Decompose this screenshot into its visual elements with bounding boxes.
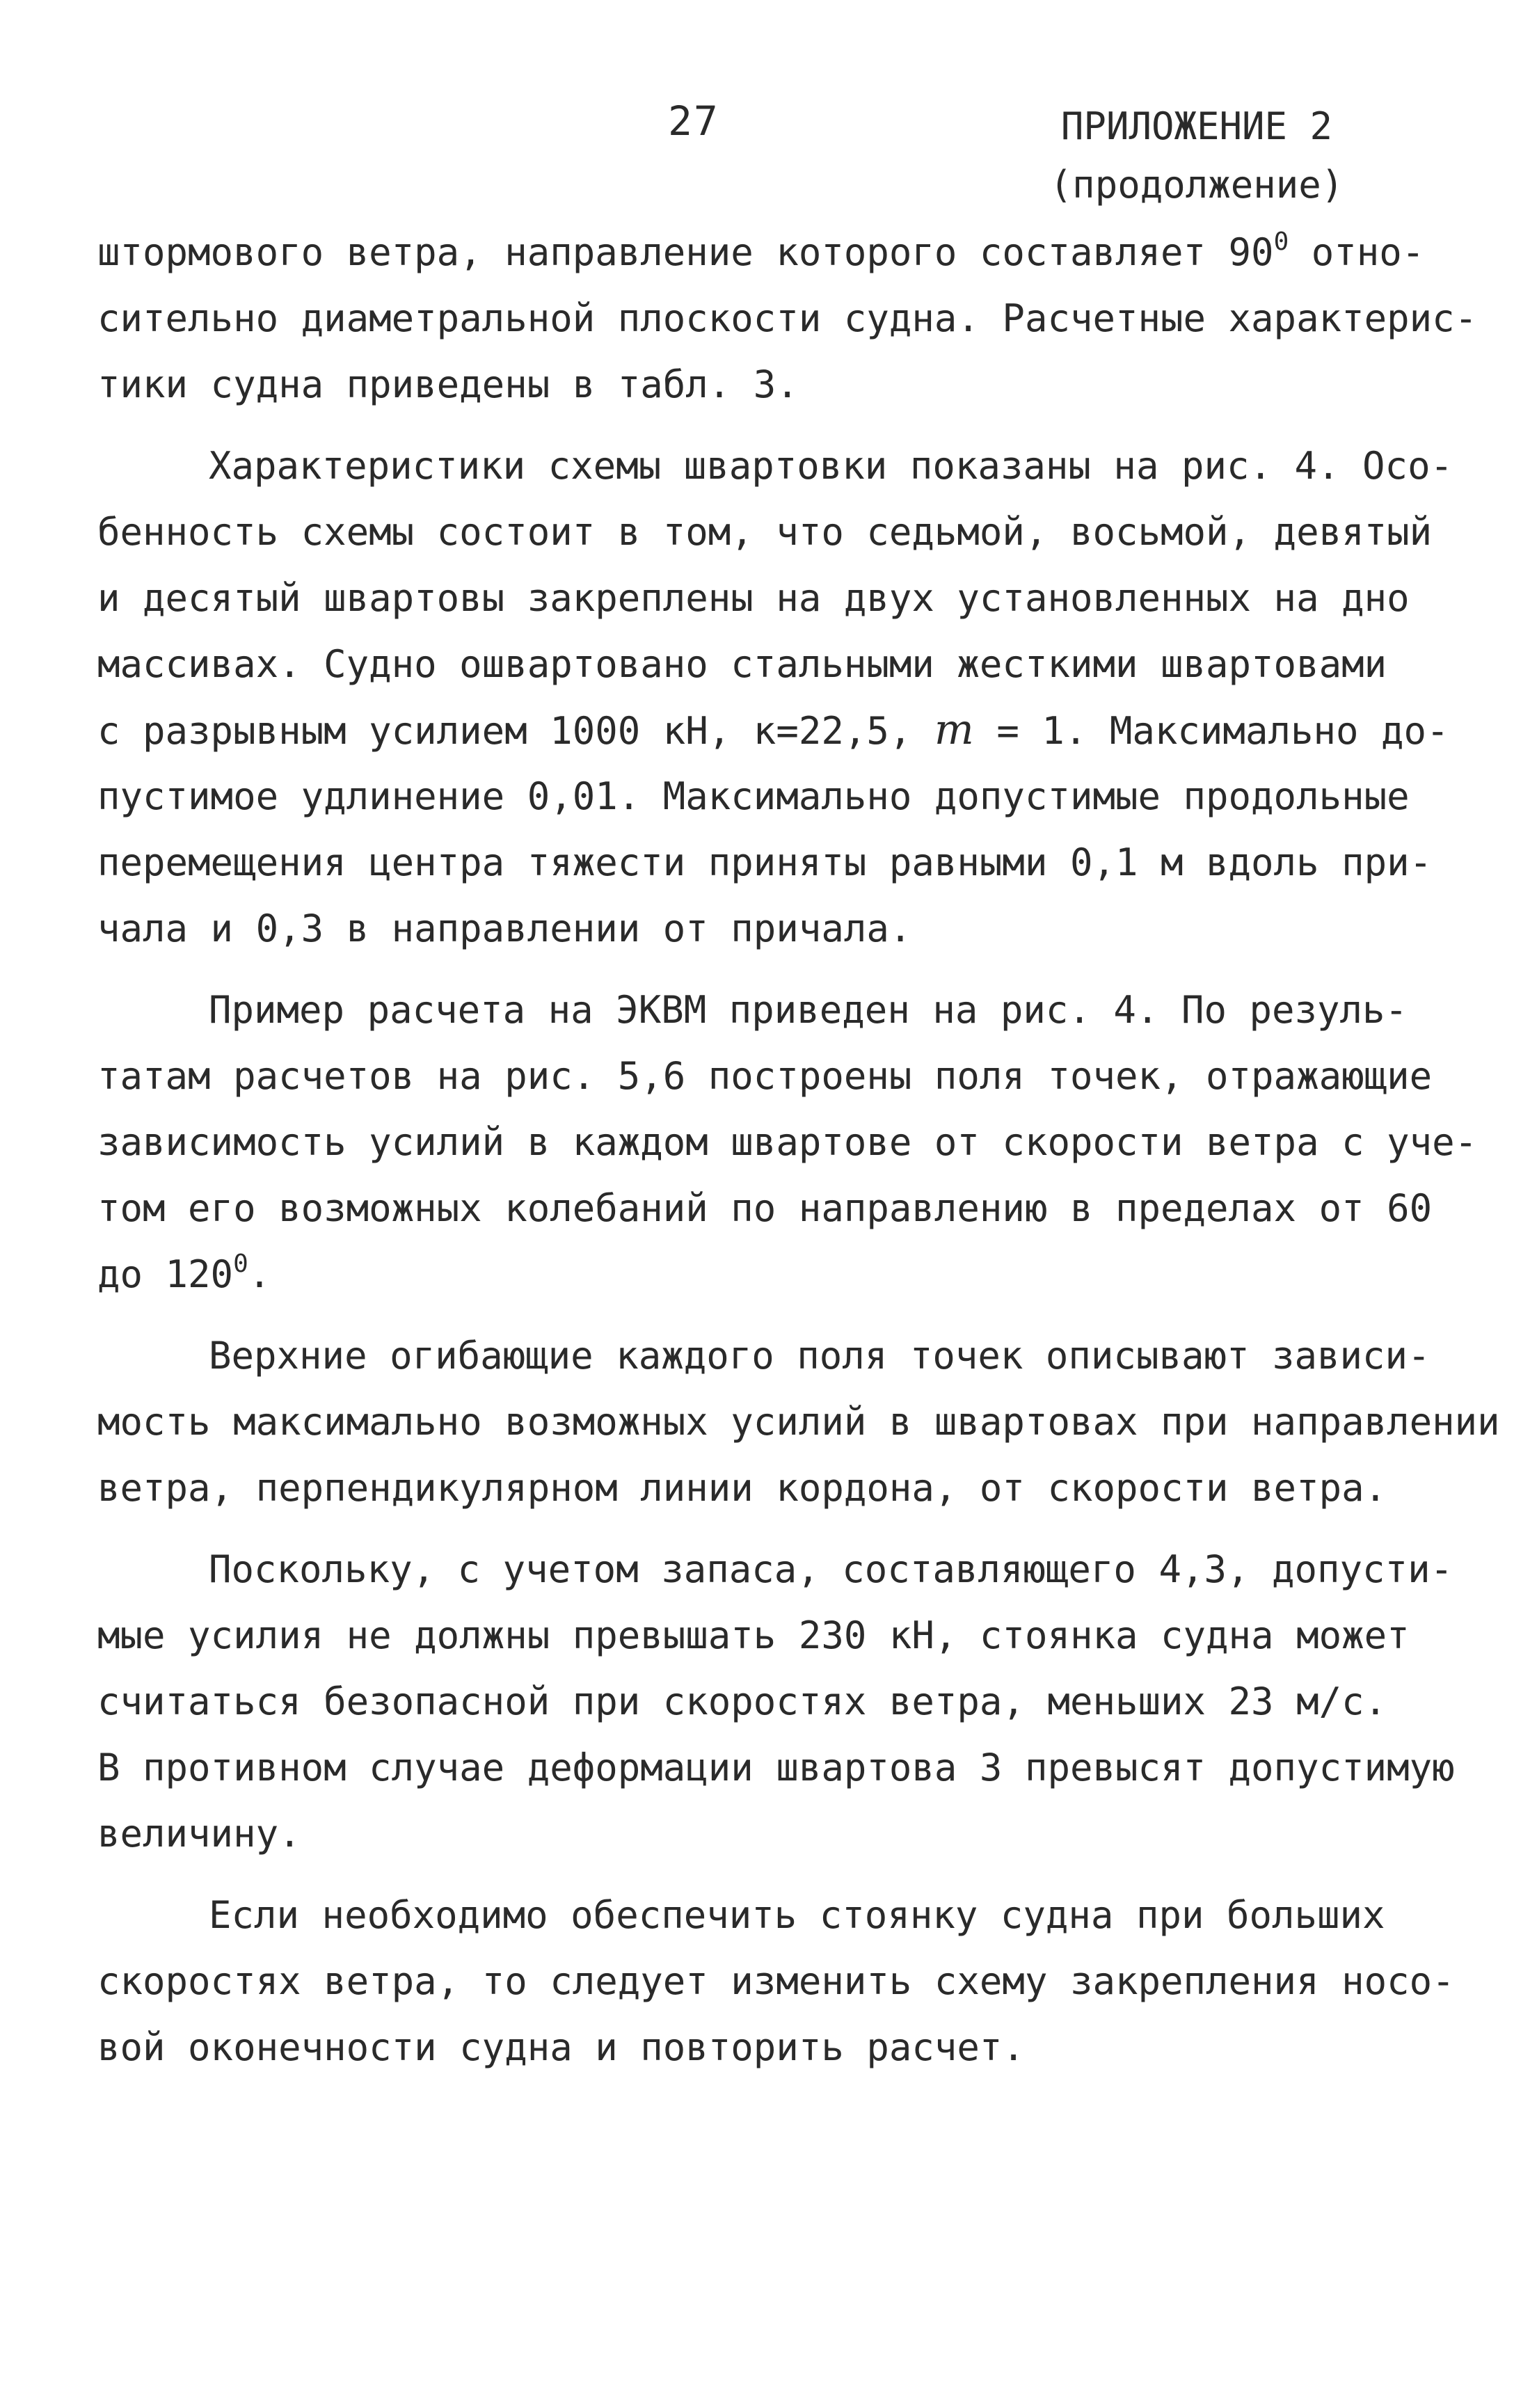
text-run: Пример расчета на ЭКВМ приведен на рис. 4. По резуль-	[209, 988, 1408, 1032]
text-run: пустимое удлинение 0,01. Максимально допустимые продольные	[97, 774, 1410, 818]
text-line	[97, 1109, 1478, 1175]
text-line	[97, 1241, 1461, 1307]
text-line	[97, 631, 1461, 697]
paragraph	[97, 1882, 1461, 2080]
text-line	[97, 1175, 1461, 1241]
document-body	[97, 219, 1500, 2080]
text-line	[97, 977, 1461, 1043]
text-line	[97, 1602, 1461, 1668]
text-run: бенность схемы состоит в том, что седьмой, восьмой, девятый	[97, 510, 1433, 554]
text-run: ветра, перпендикулярном линии кордона, от скорости ветра.	[97, 1466, 1387, 1510]
paragraph	[97, 1536, 1461, 1867]
text-run: том его возможных колебаний по направлению в пределах от 60	[97, 1186, 1433, 1230]
text-line	[97, 1735, 1461, 1801]
text-line	[97, 763, 1461, 829]
text-line	[97, 895, 1461, 962]
text-run: чала и 0,3 в направлении от причала.	[97, 907, 912, 950]
text-line	[97, 1389, 1500, 1455]
text-run: вой оконечности судна и повторить расчет.	[97, 2025, 1025, 2069]
text-run: сительно диаметральной плоскости судна. Расчетные характерис-	[97, 296, 1478, 340]
degree-superscript: 0	[1273, 228, 1289, 256]
text-line	[97, 829, 1461, 895]
page-number: 27	[668, 97, 719, 145]
degree-superscript: 0	[233, 1250, 248, 1278]
text-line	[97, 697, 1461, 763]
text-run: Поскольку, с учетом запаса, составляющего 4,3, допусти-	[209, 1547, 1453, 1591]
text-run: тики судна приведены в табл. 3.	[97, 362, 799, 406]
text-line	[97, 2014, 1461, 2080]
text-line	[97, 1948, 1461, 2014]
text-line	[97, 1882, 1461, 1948]
text-run: Характеристики схемы швартовки показаны на рис. 4. Осо-	[209, 444, 1453, 488]
text-run: штормового ветра, направление которого составляет 90	[97, 230, 1274, 274]
appendix-title: ПРИЛОЖЕНИЕ 2	[1060, 104, 1333, 148]
text-line	[97, 219, 1461, 285]
text-line	[97, 1043, 1461, 1109]
appendix-subtitle: (продолжение)	[1049, 163, 1344, 207]
text-run: с разрывным усилием 1000 кН, к=22,5,	[97, 709, 934, 753]
text-line	[97, 1801, 1461, 1867]
text-run: и десятый швартовы закреплены на двух установленных на дно	[97, 576, 1410, 620]
paragraph	[97, 433, 1461, 962]
text-line	[97, 1323, 1461, 1389]
text-run: мые усилия не должны превышать 230 кН, стоянка судна может	[97, 1613, 1410, 1657]
text-run: В противном случае деформации швартова 3 превысят допустимую	[97, 1746, 1455, 1789]
text-line	[97, 499, 1461, 565]
text-run: величину.	[97, 1812, 301, 1856]
appendix-heading	[1037, 97, 1357, 214]
text-run: .	[248, 1252, 271, 1296]
text-run: отно-	[1289, 230, 1425, 274]
text-run: до 120	[97, 1252, 234, 1296]
text-line	[97, 1668, 1461, 1735]
paragraph	[97, 219, 1478, 417]
text-line	[97, 565, 1461, 631]
text-run: Верхние огибающие каждого поля точек описывают зависи-	[209, 1334, 1431, 1378]
text-run: зависимость усилий в каждом швартове от скорости ветра с уче-	[97, 1120, 1478, 1164]
math-variable: m	[934, 705, 974, 754]
paragraph	[97, 1323, 1500, 1521]
text-line	[97, 1536, 1461, 1602]
text-line	[97, 1455, 1461, 1521]
text-run: считаться безопасной при скоростях ветра, меньших 23 м/с.	[97, 1680, 1387, 1723]
text-run: перемещения центра тяжести приняты равными 0,1 м вдоль при-	[97, 840, 1433, 884]
text-run: татам расчетов на рис. 5,6 построены поля точек, отражающие	[97, 1054, 1433, 1098]
text-run: массивах. Судно ошвартовано стальными жесткими швартовами	[97, 642, 1387, 686]
paragraph	[97, 977, 1478, 1307]
text-run: = 1. Максимально до-	[973, 709, 1449, 753]
text-line	[97, 433, 1461, 499]
text-run: мость максимально возможных усилий в швартовах при направлении	[97, 1400, 1500, 1444]
text-line	[97, 351, 1461, 417]
text-run: скоростях ветра, то следует изменить схему закрепления носо-	[97, 1959, 1455, 2003]
text-run: Если необходимо обеспечить стоянку судна при больших	[209, 1893, 1385, 1937]
text-line	[97, 285, 1478, 351]
